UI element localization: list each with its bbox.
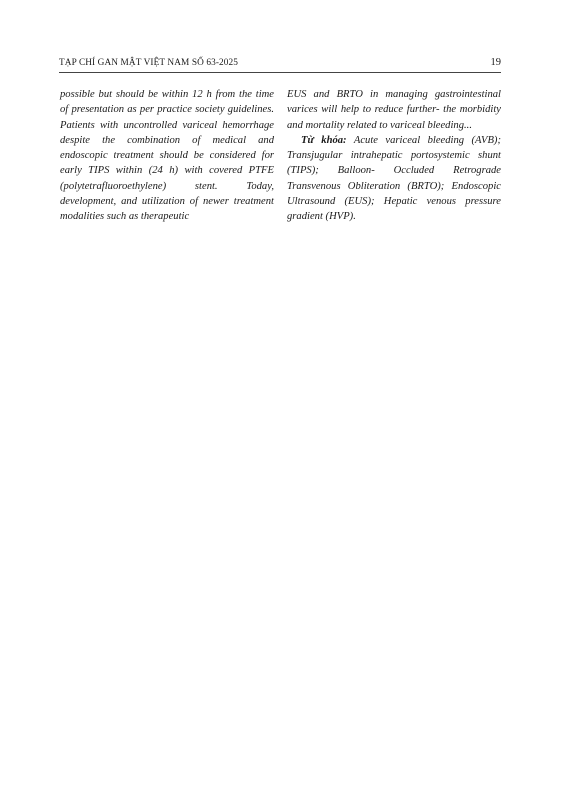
keywords-label: Từ khóa: <box>301 134 347 146</box>
abstract-text-left: possible but should be within 12 h from the time of presentation as per practice society guidelines. Patients with uncontrolled variceal hemorrhage despite the combination of medical and endoscopic treatment should be considered for early TIPS within (24 h) with covered PTFE (polytetrafluoroethylene) stent. Today, development, and utilization of newer treatment modalities such as therapeutic <box>60 89 274 223</box>
keywords-paragraph <box>287 133 501 225</box>
page-number: 19 <box>490 57 501 68</box>
left-column <box>60 87 274 225</box>
journal-title: TẠP CHÍ GAN MẬT VIỆT NAM SỐ 63-2025 <box>59 58 239 68</box>
right-column <box>287 87 501 225</box>
running-header <box>59 58 501 73</box>
keywords-text: Acute variceal bleeding (AVB); Transjugular intrahepatic portosystemic shunt (TIPS); Balloon- Occluded Retrograde Transvenous Obliteration (BRTO); Endoscopic Ultrasound (EUS); Hepatic venous pressure gradient (HVP). <box>287 134 501 223</box>
abstract-text-right: EUS and BRTO in managing gastrointestinal varices will help to reduce further- the morbidity and mortality related to variceal bleeding... <box>287 89 501 131</box>
